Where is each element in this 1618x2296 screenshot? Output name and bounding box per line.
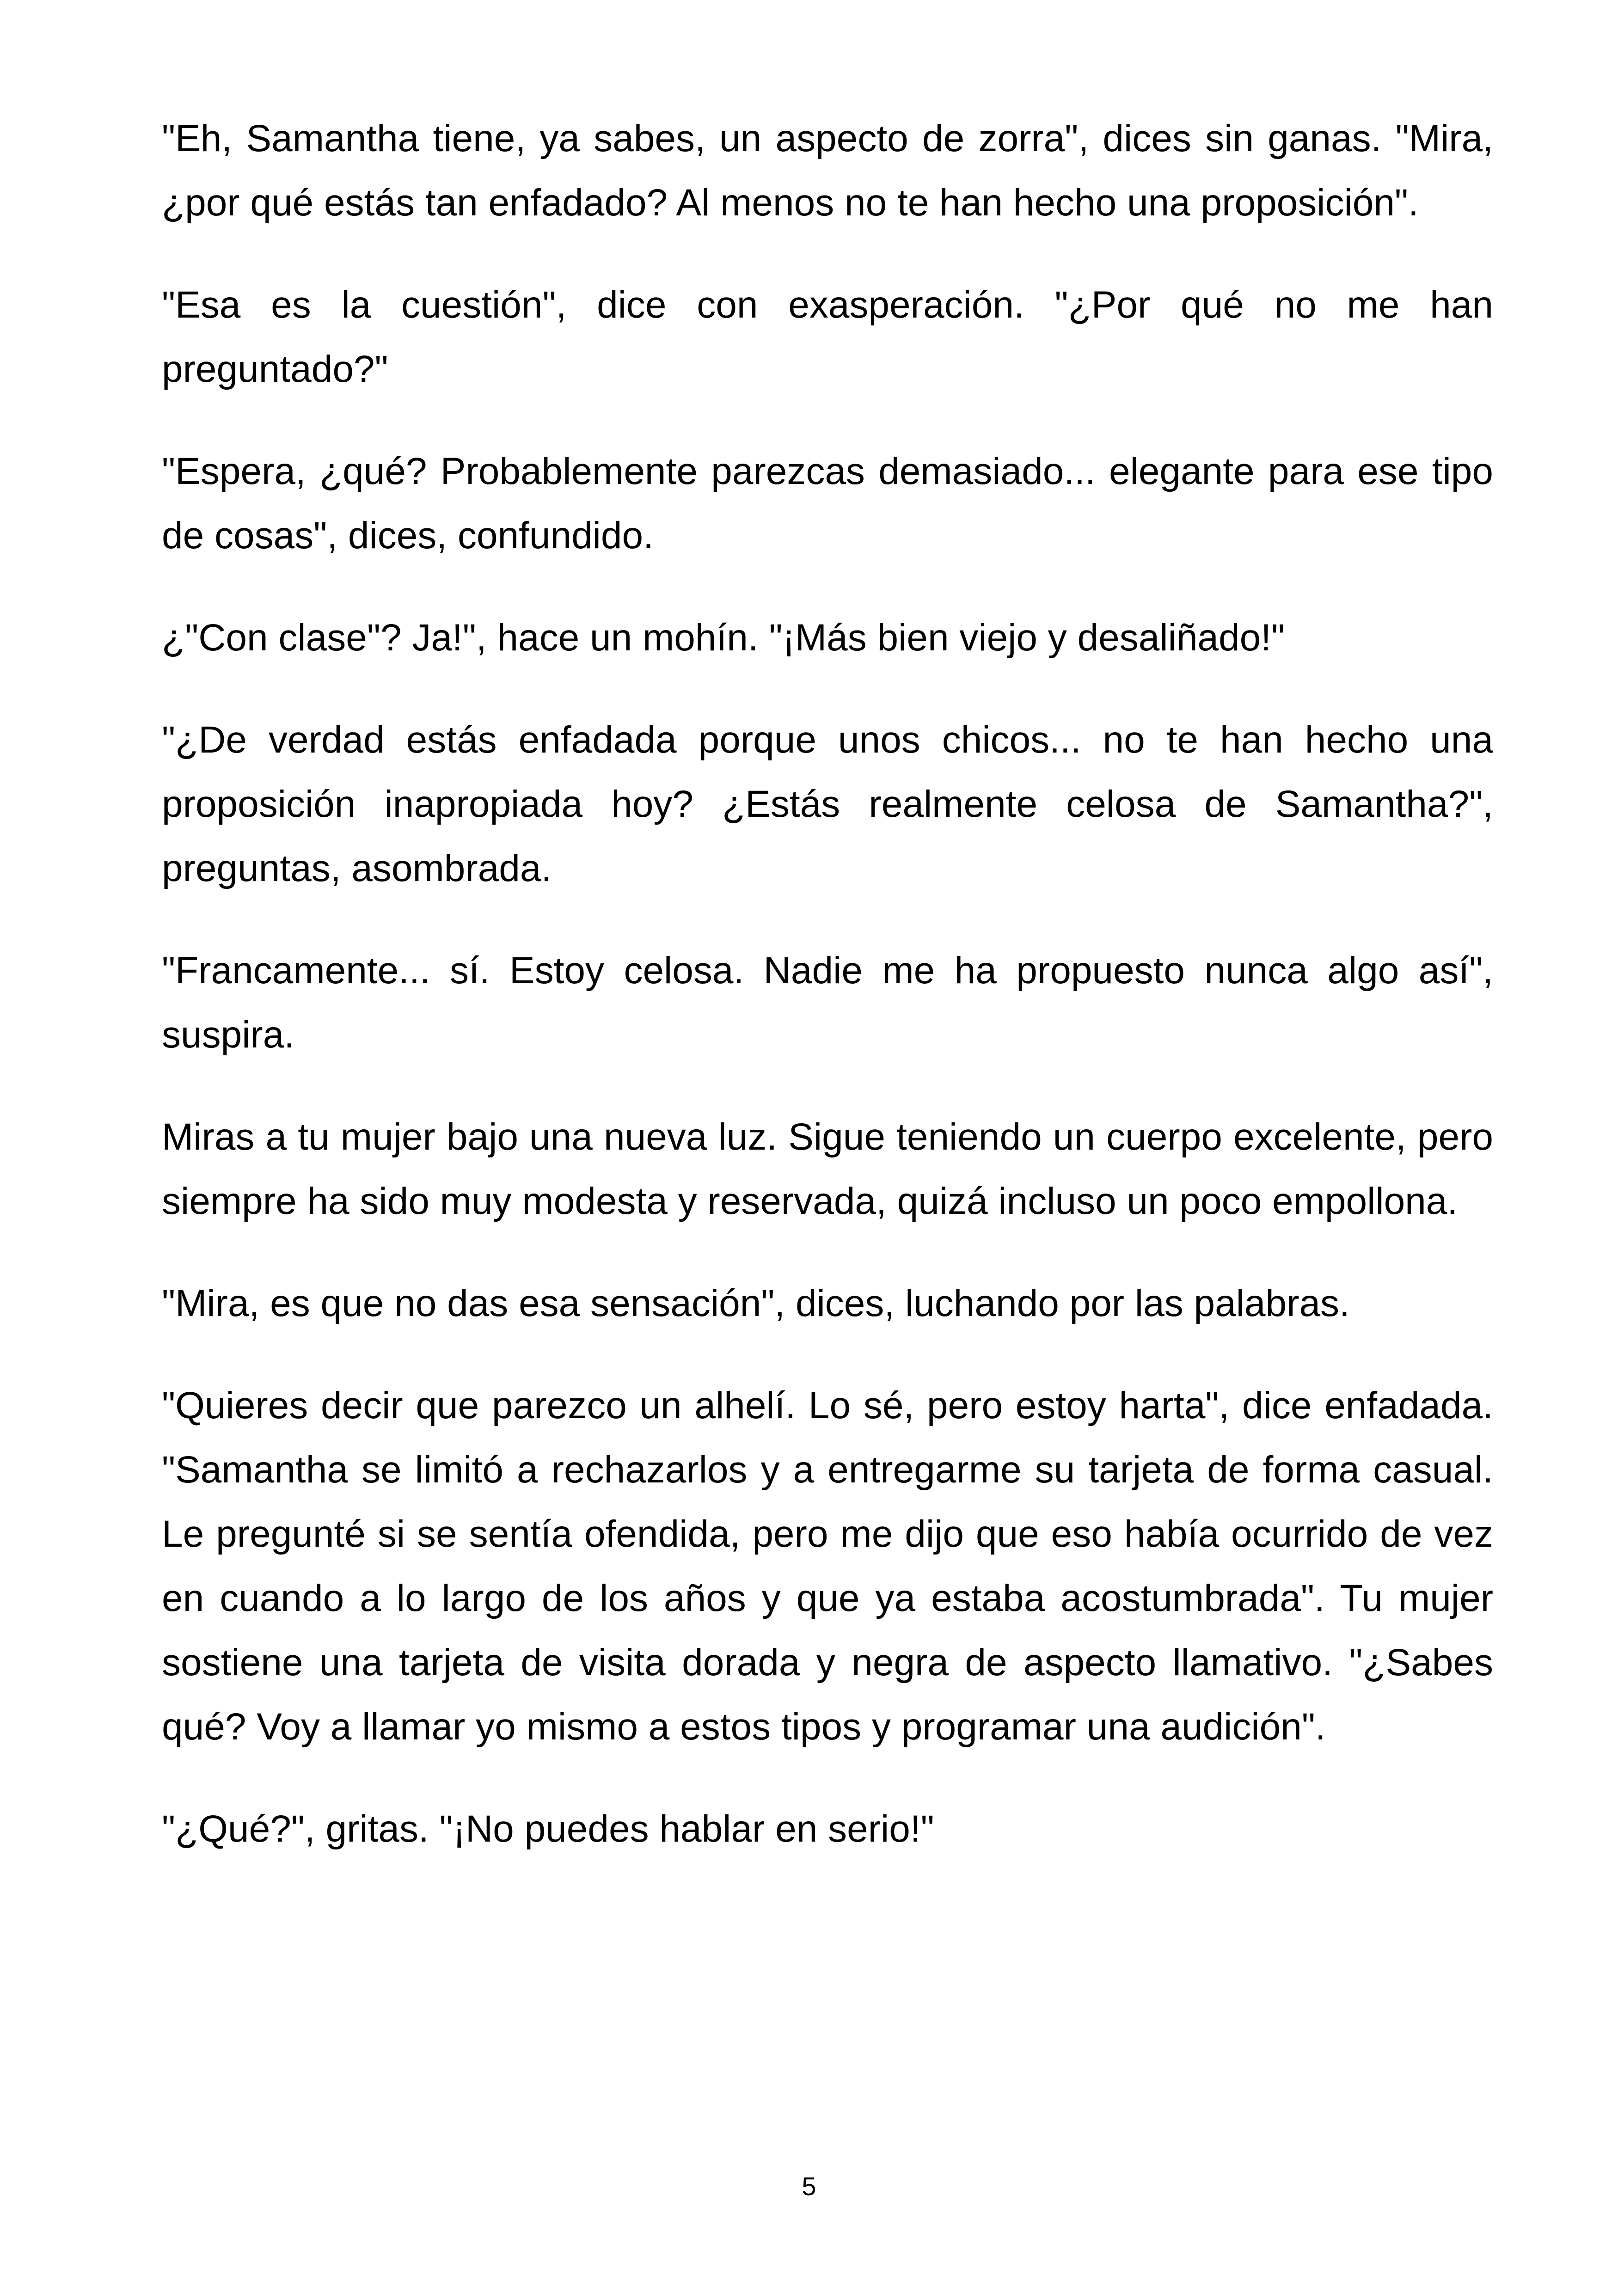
paragraph: "Esa es la cuestión", dice con exasperación. "¿Por qué no me han preguntado?" [162,284,1493,390]
paragraph: "Espera, ¿qué? Probablemente parezcas demasiado... elegante para ese tipo de cosas", dices, confundido. [162,450,1493,557]
paragraph: "¿Qué?", gritas. "¡No puedes hablar en serio!" [162,1808,934,1850]
paragraph: "Quieres decir que parezco un alhelí. Lo sé, pero estoy harta", dice enfadada. "Samantha se limitó a rechazarlos y a entregarme su tarjeta de forma casual. Le pregunté si se sentía ofendida, pero me dijo que eso había ocurrido de vez en cuando a lo largo de los años y que ya estaba acostumbrada". Tu mujer sostiene una tarjeta de visita dorada y negra de aspecto llamativo. "¿Sabes qué? Voy a llamar yo mismo a estos tipos y programar una audición". [162,1384,1493,1748]
text-body [162,106,1493,1899]
paragraph: "Eh, Samantha tiene, ya sabes, un aspecto de zorra", dices sin ganas. "Mira, ¿por qué estás tan enfadado? Al menos no te han hecho una proposición". [162,117,1493,224]
paragraph: Miras a tu mujer bajo una nueva luz. Sigue teniendo un cuerpo excelente, pero siempre ha sido muy modesta y reservada, quizá incluso un poco empollona. [162,1116,1493,1222]
page-number: 5 [802,2172,816,2201]
paragraph: "Francamente... sí. Estoy celosa. Nadie me ha propuesto nunca algo así", suspira. [162,949,1493,1056]
paragraph: "Mira, es que no das esa sensación", dices, luchando por las palabras. [162,1282,1350,1324]
paragraph: "¿De verdad estás enfadada porque unos chicos... no te han hecho una proposición inapropiada hoy? ¿Estás realmente celosa de Samantha?", preguntas, asombrada. [162,719,1493,889]
paragraph: ¿"Con clase"? Ja!", hace un mohín. "¡Más bien viejo y desaliñado!" [162,617,1285,659]
